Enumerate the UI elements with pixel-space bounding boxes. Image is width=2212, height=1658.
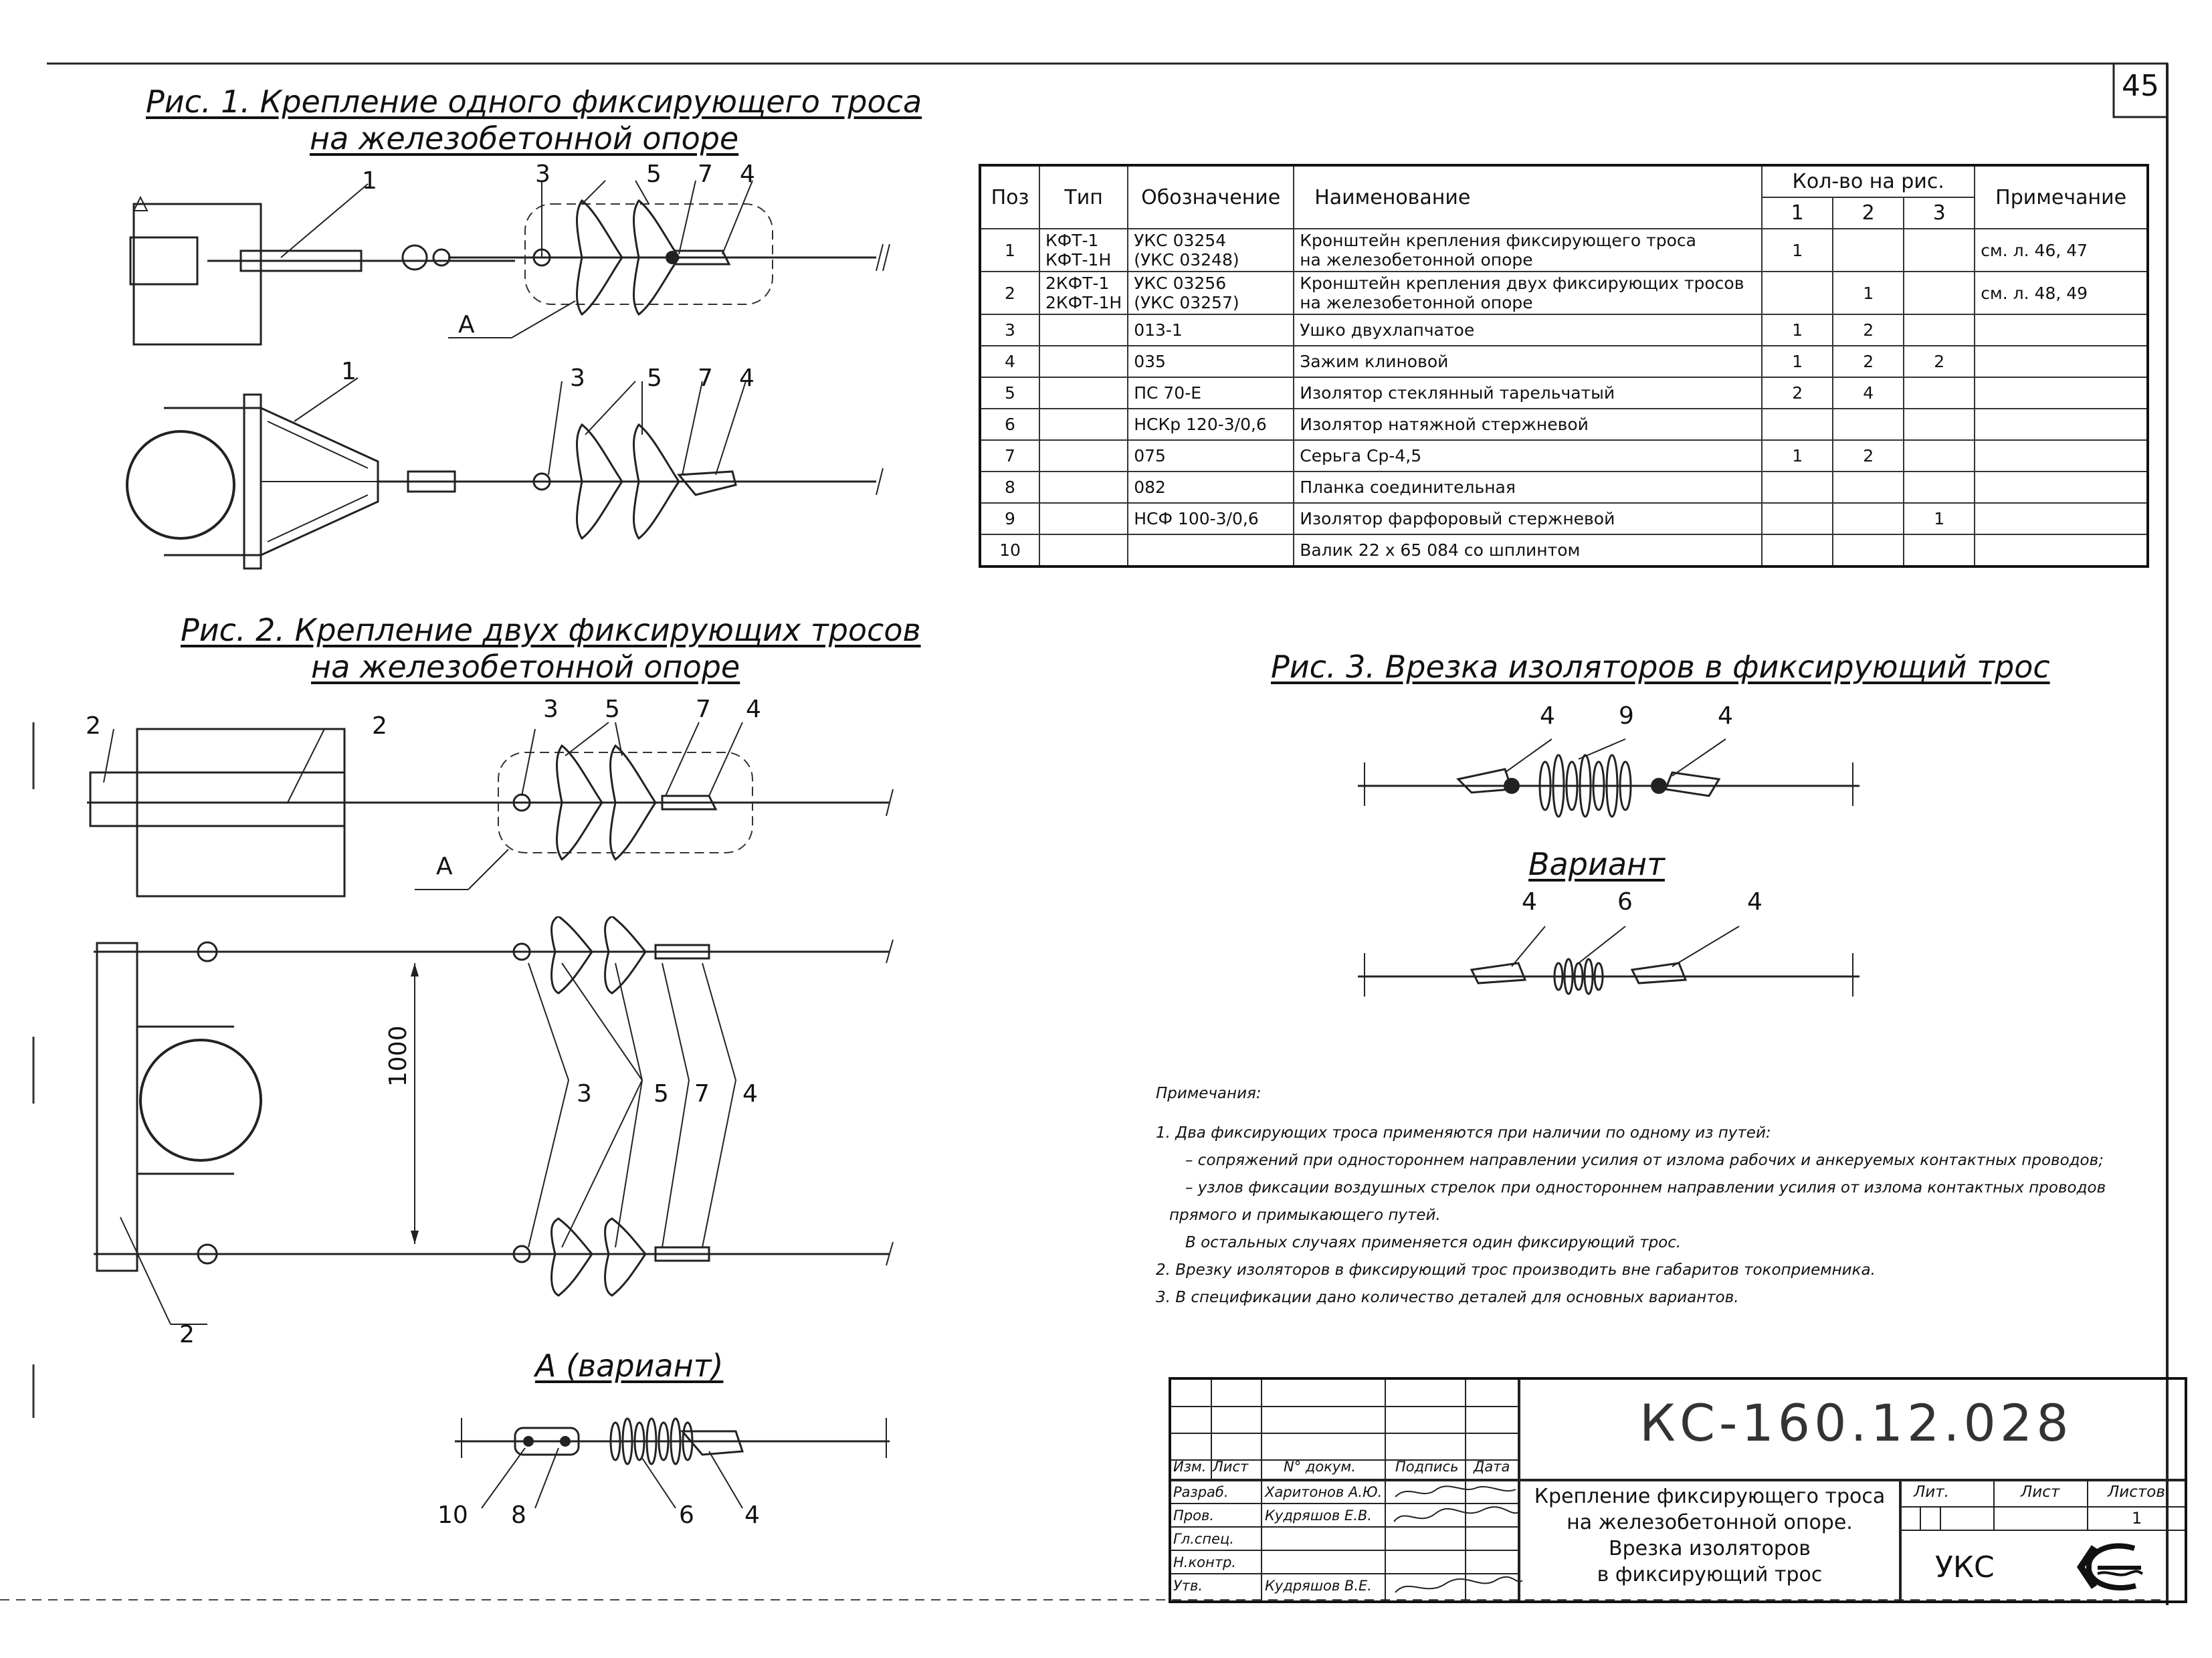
spec-cell-qty-fig2: 1 [1833,272,1904,314]
fig1-plan-callout-7: 7 [698,365,713,392]
fig2-plan-callout-5: 5 [653,1080,669,1108]
fig1-callout-3: 3 [535,161,550,188]
sheets-value: 1 [2132,1509,2142,1528]
spec-row [980,377,2148,409]
spec-cell-type [1039,472,1128,503]
fig2-callout-2a: 2 [86,712,101,740]
spec-cell-name: Валик 22 х 65 084 со шплинтом [1294,534,1762,566]
fig2-plan-callout-7: 7 [694,1080,710,1108]
spec-cell-note [1975,346,2148,377]
spec-cell-name: Изолятор натяжной стержневой [1294,409,1762,440]
spec-cell-designation: НСФ 100-3/0,6 [1128,503,1294,534]
spec-cell-qty-fig3 [1904,314,1975,346]
spec-cell-qty-fig1: 2 [1762,377,1833,409]
fig2-callout-2b: 2 [372,712,387,740]
fig1-callout-7: 7 [698,161,713,188]
header-note: Примечание [1975,165,2148,229]
note-2: 2. Врезку изоляторов в фиксирующий трос производить вне габаритов токоприемника. [1156,1261,1876,1279]
fig3-variant-callout-4b: 4 [1747,888,1763,916]
spec-cell-qty-fig1 [1762,272,1833,314]
spec-cell-type [1039,314,1128,346]
fig3-variant-label: Вариант [1528,846,1665,882]
spec-cell-pos: 1 [980,229,1039,272]
spec-cell-pos: 6 [980,409,1039,440]
role-norm-control: Н.контр. [1173,1554,1236,1570]
spec-cell-pos: 2 [980,272,1039,314]
fig2-plan-callout-4: 4 [742,1080,758,1108]
spec-cell-name: Серьга Ср-4,5 [1294,440,1762,472]
spec-cell-note [1975,377,2148,409]
notes-title: Примечания: [1156,1085,1262,1102]
spec-row [980,229,2148,272]
spec-cell-designation: 035 [1128,346,1294,377]
spec-cell-pos: 9 [980,503,1039,534]
spec-header-row [980,165,2148,197]
organization-logo [2061,1540,2148,1594]
spec-cell-designation: 082 [1128,472,1294,503]
spec-cell-type [1039,346,1128,377]
fig1-caption-line1: Рис. 1. Крепление одного фиксирующего троса [146,84,922,120]
spec-cell-name: Ушко двухлапчатое [1294,314,1762,346]
spec-cell-designation: УКС 03254 (УКС 03248) [1128,229,1294,272]
note-1c: прямого и примыкающего путей. [1169,1207,1441,1224]
sheet-label: Лист [2021,1483,2060,1501]
spec-cell-name: Изолятор стеклянный тарельчатый [1294,377,1762,409]
spec-cell-pos: 3 [980,314,1039,346]
fig2-caption-line2: на железобетонной опоре [311,649,740,685]
fig1-callout-1: 1 [362,167,377,195]
spec-cell-note [1975,472,2148,503]
spec-cell-pos: 8 [980,472,1039,503]
spec-cell-pos: 4 [980,346,1039,377]
spec-cell-note [1975,503,2148,534]
spec-cell-qty-fig3 [1904,229,1975,272]
fig2-plan-callout-2: 2 [179,1321,195,1348]
spec-cell-qty-fig2: 2 [1833,346,1904,377]
spec-cell-note [1975,314,2148,346]
note-1d: В остальных случаях применяется один фиксирующий трос. [1185,1234,1682,1251]
header-type: Тип [1039,165,1128,229]
fig1-plan-view [114,361,910,582]
fig2-top-view [67,709,910,910]
header-fig-2: 2 [1833,197,1904,229]
notes-block [1156,1080,2106,1312]
spec-cell-qty-fig2: 2 [1833,314,1904,346]
detail-a-callout-10: 10 [437,1501,468,1529]
fig3-callout-9: 9 [1619,702,1634,730]
spec-cell-note: см. л. 46, 47 [1975,229,2148,272]
fig1-top-view [114,171,910,351]
signatures [1389,1480,1522,1600]
fig2-callout-5: 5 [605,696,620,723]
detail-a-callout-6: 6 [679,1501,694,1529]
spec-cell-note: см. л. 48, 49 [1975,272,2148,314]
spec-cell-type [1039,440,1128,472]
fig3-variant-callout-4a: 4 [1522,888,1537,916]
spec-row [980,346,2148,377]
note-1b: – узлов фиксации воздушных стрелок при одностороннем направлении усилия от излома контактных проводов [1185,1179,2106,1197]
spec-cell-qty-fig2 [1833,409,1904,440]
col-header-date: Дата [1474,1459,1510,1475]
spec-cell-name: Кронштейн крепления фиксирующего троса на железобетонной опоре [1294,229,1762,272]
spec-cell-name: Планка соединительная [1294,472,1762,503]
fig2-callout-4: 4 [746,696,761,723]
spec-cell-qty-fig2 [1833,472,1904,503]
spec-cell-designation [1128,534,1294,566]
spec-cell-designation: ПС 70-Е [1128,377,1294,409]
header-name: Наименование [1294,165,1762,229]
fig2-callout-3: 3 [543,696,559,723]
spec-cell-qty-fig1: 1 [1762,440,1833,472]
spec-cell-note [1975,534,2148,566]
col-header-list: Лист [1213,1459,1249,1475]
spec-cell-qty-fig1: 1 [1762,346,1833,377]
fig3-variant-callout-6: 6 [1617,888,1633,916]
fig3-variant-view [1344,913,1873,1013]
spec-cell-qty-fig2 [1833,534,1904,566]
spec-cell-qty-fig1 [1762,534,1833,566]
name-approved: Кудряшов В.Е. [1265,1578,1372,1594]
spec-cell-qty-fig3: 1 [1904,503,1975,534]
note-1a: – сопряжений при одностороннем направлении усилия от излома рабочих и анкеруемых контактных проводов; [1185,1152,2104,1169]
spec-cell-qty-fig1: 1 [1762,229,1833,272]
spec-row [980,503,2148,534]
name-checker: Кудряшов Е.В. [1265,1508,1372,1524]
specification-table [979,164,2149,568]
spec-row [980,272,2148,314]
spec-cell-qty-fig3 [1904,472,1975,503]
detail-a-caption: А (вариант) [535,1348,724,1384]
role-developer: Разраб. [1173,1484,1229,1500]
sheet-number: 45 [2122,69,2159,103]
spec-cell-qty-fig3 [1904,534,1975,566]
spec-cell-name: Кронштейн крепления двух фиксирующих тросов на железобетонной опоре [1294,272,1762,314]
spec-cell-pos: 7 [980,440,1039,472]
spec-cell-qty-fig3 [1904,272,1975,314]
spec-cell-type: 2КФТ-1 2КФТ-1Н [1039,272,1128,314]
fig1-plan-callout-1: 1 [341,358,357,385]
spec-cell-name: Зажим клиновой [1294,346,1762,377]
spec-cell-designation: УКС 03256 (УКС 03257) [1128,272,1294,314]
document-code: КС-160.12.028 [1639,1393,2073,1453]
header-pos: Поз [980,165,1039,229]
spec-cell-name: Изолятор фарфоровый стержневой [1294,503,1762,534]
spec-row [980,472,2148,503]
fig1-plan-callout-5: 5 [647,365,662,392]
spec-row [980,440,2148,472]
spec-cell-qty-fig1 [1762,503,1833,534]
spec-cell-qty-fig3 [1904,409,1975,440]
col-header-doc: N° докум. [1284,1459,1356,1475]
spec-cell-designation: 013-1 [1128,314,1294,346]
fig1-detail-a-label: А [458,311,475,338]
role-chief-spec: Гл.спец. [1173,1531,1234,1547]
spec-body [980,229,2148,566]
header-designation: Обозначение [1128,165,1294,229]
fig1-callout-5: 5 [646,161,662,188]
role-checker: Пров. [1173,1508,1215,1524]
spec-cell-qty-fig2: 4 [1833,377,1904,409]
detail-a-callout-8: 8 [511,1501,526,1529]
fig3-callout-4b: 4 [1718,702,1733,730]
note-3: 3. В спецификации дано количество деталей для основных вариантов. [1156,1289,1739,1306]
sheets-label: Листов [2108,1483,2165,1501]
spec-cell-qty-fig2: 2 [1833,440,1904,472]
note-1: 1. Два фиксирующих троса применяются при наличии по одному из путей: [1156,1124,1771,1142]
spec-cell-qty-fig1 [1762,472,1833,503]
document-title: Крепление фиксирующего троса на железобетонной опоре. Врезка изоляторов в фиксирующий трос [1534,1485,1886,1586]
fig1-caption-line2: на железобетонной опоре [310,120,739,157]
spec-row [980,409,2148,440]
detail-a-callout-4: 4 [744,1501,760,1529]
role-approved: Утв. [1173,1578,1203,1594]
fig2-plan-callout-3: 3 [577,1080,592,1108]
fig1-plan-callout-4: 4 [739,365,755,392]
col-header-izm: Изм. [1173,1459,1207,1475]
fig2-plan-view [74,916,910,1351]
spec-cell-qty-fig1 [1762,409,1833,440]
spec-row [980,314,2148,346]
name-developer: Харитонов А.Ю. [1265,1484,1383,1500]
spec-cell-designation: НСКр 120-3/0,6 [1128,409,1294,440]
organization: УКС [1935,1550,1995,1584]
fig3-callout-4a: 4 [1540,702,1555,730]
fig3-caption: Рис. 3. Врезка изоляторов в фиксирующий трос [1271,649,2050,685]
spec-cell-qty-fig2 [1833,229,1904,272]
spec-cell-pos: 10 [980,534,1039,566]
fig2-detail-a-label: А [436,853,453,880]
spec-cell-pos: 5 [980,377,1039,409]
header-qty: Кол-во на рис. [1762,165,1975,197]
header-fig-3: 3 [1904,197,1975,229]
fig2-dimension-1000: 1000 [385,1025,412,1087]
fig2-caption-line1: Рис. 2. Крепление двух фиксирующих тросов [181,612,921,648]
spec-cell-type [1039,409,1128,440]
spec-cell-qty-fig3: 2 [1904,346,1975,377]
fig3-main-view [1344,726,1873,846]
spec-cell-type: КФТ-1 КФТ-1Н [1039,229,1128,272]
fig1-plan-callout-3: 3 [570,365,585,392]
spec-cell-designation: 075 [1128,440,1294,472]
spec-cell-qty-fig1: 1 [1762,314,1833,346]
spec-cell-note [1975,409,2148,440]
lit-label: Лит. [1914,1483,1949,1501]
spec-cell-qty-fig3 [1904,377,1975,409]
spec-cell-type [1039,503,1128,534]
spec-cell-note [1975,440,2148,472]
spec-cell-type [1039,377,1128,409]
spec-row [980,534,2148,566]
spec-cell-qty-fig2 [1833,503,1904,534]
title-block [1169,1377,2187,1603]
fig1-callout-4: 4 [740,161,755,188]
spec-cell-qty-fig3 [1904,440,1975,472]
header-fig-1: 1 [1762,197,1833,229]
spec-cell-type [1039,534,1128,566]
fig2-callout-7: 7 [696,696,711,723]
detail-a-outline [525,204,773,304]
col-header-sign: Подпись [1395,1459,1459,1475]
